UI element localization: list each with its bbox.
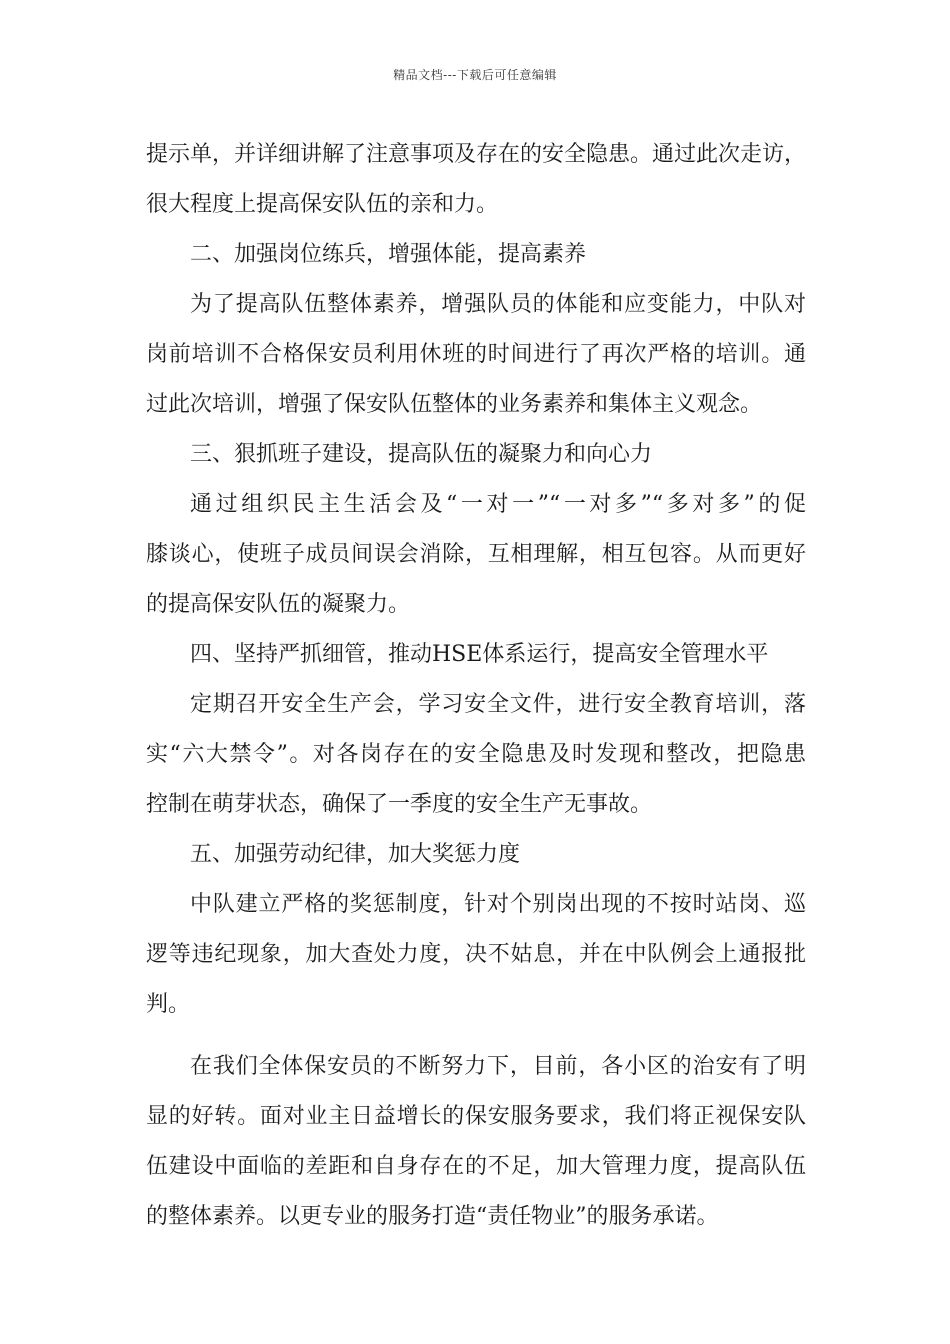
paragraph-visit-summary bbox=[146, 130, 806, 230]
section-heading-5: 五、加强劳动纪律，加大奖惩力度 bbox=[190, 842, 521, 867]
paragraph-discipline bbox=[146, 880, 806, 1030]
text-line: 实“六大禁令”。对各岗存在的安全隐患及时发现和整改，把隐患 bbox=[146, 742, 806, 767]
text-line: 过此次培训，增强了保安队伍整体的业务素养和集体主义观念。 bbox=[146, 392, 763, 417]
text-line: 很大程度上提高保安队伍的亲和力。 bbox=[146, 192, 499, 217]
text-line: 逻等违纪现象，加大查处力度，决不姑息，并在中队例会上通报批 bbox=[146, 942, 806, 967]
text-line: 通过组织民主生活会及“一对一”“一对多”“多对多”的促 bbox=[190, 492, 806, 517]
text-line: 的整体素养。以更专业的服务打造“责任物业”的服务承诺。 bbox=[146, 1204, 719, 1229]
text-line: 定期召开安全生产会，学习安全文件，进行安全教育培训，落 bbox=[190, 692, 806, 717]
paragraph-team-building bbox=[146, 480, 806, 630]
paragraph-spacer bbox=[146, 1030, 806, 1042]
text-line: 膝谈心，使班子成员间误会消除，互相理解，相互包容。从而更好 bbox=[146, 542, 806, 567]
text-line: 中队建立严格的奖惩制度，针对个别岗出现的不按时站岗、巡 bbox=[190, 892, 806, 917]
text-line: 判。 bbox=[146, 992, 191, 1017]
text-line: 为了提高队伍整体素养，增强队员的体能和应变能力，中队对 bbox=[190, 292, 806, 317]
text-line: 伍建设中面临的差距和自身存在的不足，加大管理力度，提高队伍 bbox=[146, 1154, 806, 1179]
text-line: 岗前培训不合格保安员利用休班的时间进行了再次严格的培训。通 bbox=[146, 342, 806, 367]
text-line: 的提高保安队伍的凝聚力。 bbox=[146, 592, 411, 617]
text-line: 在我们全体保安员的不断努力下，目前，各小区的治安有了明 bbox=[190, 1054, 806, 1079]
text-line: 显的好转。面对业主日益增长的保安服务要求，我们将正视保安队 bbox=[146, 1104, 806, 1129]
paragraph-safety-management bbox=[146, 680, 806, 830]
page-header: 精品文档---下载后可任意编辑 bbox=[393, 68, 557, 82]
text-line: 提示单，并详细讲解了注意事项及存在的安全隐患。通过此次走访， bbox=[146, 142, 807, 167]
section-heading-2: 二、加强岗位练兵，增强体能，提高素养 bbox=[190, 242, 587, 267]
section-heading-3: 三、狠抓班子建设，提高队伍的凝聚力和向心力 bbox=[190, 442, 653, 467]
paragraph-training bbox=[146, 280, 806, 430]
document-body bbox=[146, 130, 806, 1242]
section-heading-4: 四、坚持严抓细管，推动HSE体系运行，提高安全管理水平 bbox=[190, 642, 769, 667]
paragraph-conclusion bbox=[146, 1042, 806, 1242]
text-line: 控制在萌芽状态，确保了一季度的安全生产无事故。 bbox=[146, 792, 653, 817]
